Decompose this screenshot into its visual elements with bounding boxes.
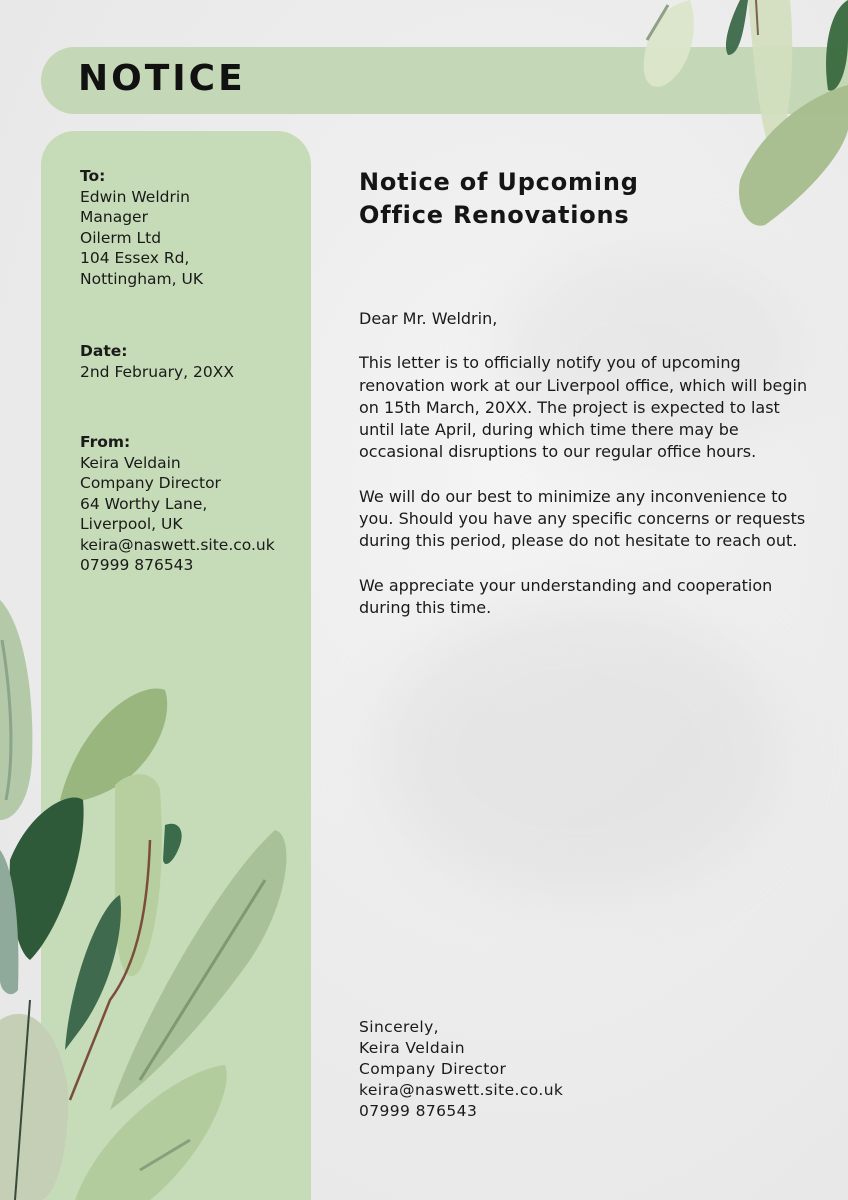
sender-block <box>80 432 275 576</box>
leaf <box>0 850 18 994</box>
leaf <box>2 640 11 800</box>
signer-name: Keira Veldain <box>359 1039 465 1057</box>
paragraph: This letter is to officially notify you of upcoming renovation work at our Liverpool office, which will begin on 15th March, 20XX. The project is expected to last until late April, during which time there may be occasional disruptions to our regular office hours. <box>359 353 808 462</box>
recipient-label: To: <box>80 167 106 185</box>
sender-name: Keira Veldain <box>80 453 181 472</box>
sender-title: Company Director <box>80 474 221 492</box>
sender-address-line-1: 64 Worthy Lane, <box>80 494 208 513</box>
recipient-address-line-1: 104 Essex Rd, <box>80 249 190 267</box>
closing: Sincerely, <box>359 1018 440 1036</box>
page-title: NOTICE <box>78 58 246 99</box>
paragraph: We appreciate your understanding and cooperation during this time. <box>359 575 773 617</box>
signer-email[interactable]: keira@naswett.site.co.uk <box>359 1081 564 1099</box>
leaf <box>756 0 758 35</box>
recipient-address-line-2: Nottingham, UK <box>80 269 203 288</box>
letter-title <box>359 166 719 232</box>
sender-phone: 07999 876543 <box>80 556 194 574</box>
sender-label: From: <box>80 433 131 451</box>
recipient-title: Manager <box>80 208 148 226</box>
signature-block <box>359 1017 563 1122</box>
date-label: Date: <box>80 342 128 360</box>
recipient-block <box>80 166 203 289</box>
recipient-name: Edwin Weldrin <box>80 187 190 206</box>
leaf <box>15 1000 30 1200</box>
sender-address-line-2: Liverpool, UK <box>80 515 183 533</box>
date-block <box>80 341 234 382</box>
leaf <box>0 600 32 820</box>
salutation: Dear Mr. Weldrin, <box>359 309 498 328</box>
background-texture <box>380 600 780 900</box>
letter-title-line-1: Notice of Upcoming <box>359 168 639 196</box>
recipient-company: Oilerm Ltd <box>80 228 162 247</box>
signer-title: Company Director <box>359 1060 507 1078</box>
paragraph: We will do our best to minimize any inconvenience to you. Should you have any specific concerns or requests during this period, please do not hesitate to reach out. <box>359 486 806 551</box>
date-value: 2nd February, 20XX <box>80 362 234 381</box>
sender-email[interactable]: keira@naswett.site.co.uk <box>80 535 275 554</box>
letter-body <box>359 308 809 641</box>
letter-title-line-2: Office Renovations <box>359 201 630 229</box>
leaf <box>647 5 668 40</box>
sidebar-panel <box>41 131 311 1200</box>
signer-phone: 07999 876543 <box>359 1102 478 1120</box>
